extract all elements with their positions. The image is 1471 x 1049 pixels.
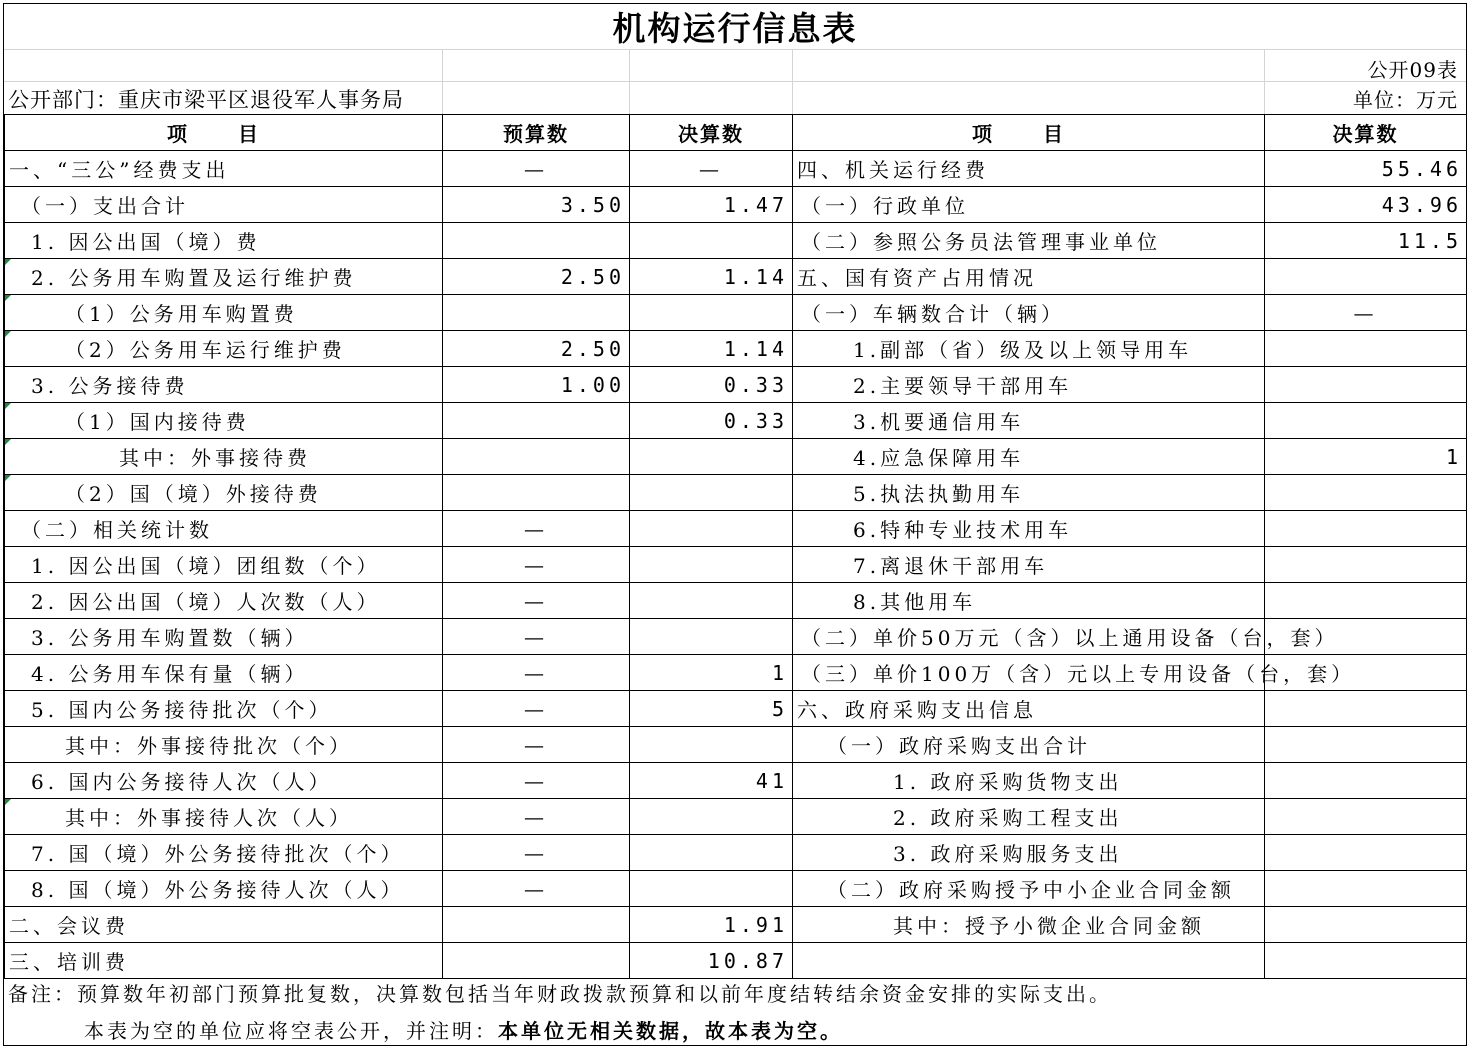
budget-value xyxy=(443,403,630,439)
final-value xyxy=(630,475,793,511)
right-final-value xyxy=(1265,619,1467,655)
budget-value: 2.50 xyxy=(443,331,630,367)
right-final-value xyxy=(1265,871,1467,907)
budget-value: 2.50 xyxy=(443,259,630,295)
budget-value: — xyxy=(443,583,630,619)
final-value xyxy=(630,871,793,907)
right-item-label: （一）政府采购支出合计 xyxy=(793,727,1265,763)
budget-value: — xyxy=(443,763,630,799)
table-row xyxy=(5,295,1467,331)
final-value xyxy=(630,727,793,763)
table-row xyxy=(5,763,1467,799)
budget-value: 1.00 xyxy=(443,367,630,403)
right-item-label: 1. 政府采购货物支出 xyxy=(793,763,1265,799)
right-item-label: （三）单价100万（含）元以上专用设备（台，套） xyxy=(793,655,1265,691)
final-value: 1.14 xyxy=(630,259,793,295)
right-item-label: 四、机关运行经费 xyxy=(793,151,1265,187)
right-item-label: 5.执法执勤用车 xyxy=(793,475,1265,511)
right-final-value xyxy=(1265,475,1467,511)
form-number: 公开09表 xyxy=(1367,58,1458,82)
final-value: 1.91 xyxy=(630,907,793,943)
final-value: 0.33 xyxy=(630,367,793,403)
budget-value xyxy=(443,475,630,511)
table-row xyxy=(5,475,1467,511)
budget-value: — xyxy=(443,619,630,655)
budget-value xyxy=(443,907,630,943)
row-label: 1. 因公出国（境）团组数（个） xyxy=(5,547,443,583)
row-label: （2）国（境）外接待费 xyxy=(5,475,443,511)
budget-value: — xyxy=(443,655,630,691)
budget-value xyxy=(443,295,630,331)
right-final-value xyxy=(1265,907,1467,943)
table-row xyxy=(5,907,1467,943)
right-final-value: — xyxy=(1265,295,1467,331)
table-row xyxy=(5,943,1467,979)
right-item-label: 4.应急保障用车 xyxy=(793,439,1265,475)
right-final-value xyxy=(1265,511,1467,547)
row-label: （二）相关统计数 xyxy=(5,511,443,547)
table-row xyxy=(5,223,1467,259)
right-item-label: 六、政府采购支出信息 xyxy=(793,691,1265,727)
budget-value: — xyxy=(443,799,630,835)
row-label: 一、“三公”经费支出 xyxy=(5,151,443,187)
department-label: 公开部门：重庆市梁平区退役军人事务局 xyxy=(8,88,404,112)
table-row xyxy=(5,187,1467,223)
right-final-value xyxy=(1265,691,1467,727)
row-label: 其中：外事接待费 xyxy=(5,439,443,475)
header-budget: 预算数 xyxy=(443,115,630,151)
row-label: 5. 国内公务接待批次（个） xyxy=(5,691,443,727)
right-item-label: 其中：授予小微企业合同金额 xyxy=(793,907,1265,943)
table-row xyxy=(5,331,1467,367)
table-row xyxy=(5,259,1467,295)
final-value: 5 xyxy=(630,691,793,727)
row-label: 7. 国（境）外公务接待批次（个） xyxy=(5,835,443,871)
table-row xyxy=(5,583,1467,619)
table-row xyxy=(5,151,1467,187)
right-final-value: 11.5 xyxy=(1265,223,1467,259)
table-body xyxy=(5,151,1467,979)
right-item-label: 7.离退休干部用车 xyxy=(793,547,1265,583)
right-final-value xyxy=(1265,655,1467,691)
budget-value xyxy=(443,223,630,259)
right-final-value xyxy=(1265,403,1467,439)
right-final-value xyxy=(1265,943,1467,979)
final-value xyxy=(630,547,793,583)
row-label: 其中：外事接待批次（个） xyxy=(5,727,443,763)
right-item-label: 3. 政府采购服务支出 xyxy=(793,835,1265,871)
grid-line xyxy=(792,49,793,114)
right-item-label: （二）单价50万元（含）以上通用设备（台，套） xyxy=(793,619,1265,655)
budget-value xyxy=(443,439,630,475)
footnote-remark: 备注：预算数年初部门预算批复数，决算数包括当年财政拨款预算和以前年度结转结余资金安排的实际支出。 xyxy=(8,982,1112,1006)
final-value: 1 xyxy=(630,655,793,691)
footnote-instruction-text: 本表为空的单位应将空表公开，并注明： xyxy=(84,1019,498,1043)
final-value xyxy=(630,835,793,871)
right-final-value xyxy=(1265,763,1467,799)
right-item-label: 五、国有资产占用情况 xyxy=(793,259,1265,295)
right-item-label: 2. 政府采购工程支出 xyxy=(793,799,1265,835)
table-row xyxy=(5,799,1467,835)
budget-value: 3.50 xyxy=(443,187,630,223)
right-final-value xyxy=(1265,367,1467,403)
row-label: 4. 公务用车保有量（辆） xyxy=(5,655,443,691)
final-value xyxy=(630,511,793,547)
right-item-label xyxy=(793,943,1265,979)
row-label: 三、培训费 xyxy=(5,943,443,979)
right-item-label: （一）车辆数合计（辆） xyxy=(793,295,1265,331)
row-label: （一）支出合计 xyxy=(5,187,443,223)
row-label: 其中：外事接待人次（人） xyxy=(5,799,443,835)
header-item-right: 项 目 xyxy=(793,115,1265,151)
final-value xyxy=(630,223,793,259)
table-row xyxy=(5,871,1467,907)
budget-value: — xyxy=(443,727,630,763)
table-row xyxy=(5,655,1467,691)
table-row xyxy=(5,727,1467,763)
final-value: 1.47 xyxy=(630,187,793,223)
right-final-value: 55.46 xyxy=(1265,151,1467,187)
row-label: 1. 因公出国（境）费 xyxy=(5,223,443,259)
grid-line xyxy=(4,81,1466,82)
grid-line xyxy=(442,49,443,114)
final-value xyxy=(630,295,793,331)
right-item-label: 8.其他用车 xyxy=(793,583,1265,619)
info-table xyxy=(4,114,1467,979)
table-row xyxy=(5,619,1467,655)
budget-value xyxy=(443,943,630,979)
final-value xyxy=(630,619,793,655)
table-row xyxy=(5,367,1467,403)
final-value xyxy=(630,583,793,619)
budget-value: — xyxy=(443,691,630,727)
budget-value: — xyxy=(443,835,630,871)
final-value: 41 xyxy=(630,763,793,799)
final-value: 10.87 xyxy=(630,943,793,979)
right-item-label: 3.机要通信用车 xyxy=(793,403,1265,439)
right-final-value xyxy=(1265,259,1467,295)
right-final-value xyxy=(1265,547,1467,583)
right-item-label: 2.主要领导干部用车 xyxy=(793,367,1265,403)
footnote-instruction-bold: 本单位无相关数据，故本表为空。 xyxy=(498,1019,843,1043)
table-row xyxy=(5,439,1467,475)
final-value: 0.33 xyxy=(630,403,793,439)
row-label: 2. 因公出国（境）人次数（人） xyxy=(5,583,443,619)
page-title: 机构运行信息表 xyxy=(612,9,858,48)
right-final-value: 43.96 xyxy=(1265,187,1467,223)
header-item: 项 目 xyxy=(5,115,443,151)
right-final-value xyxy=(1265,835,1467,871)
table-row xyxy=(5,511,1467,547)
header-final-right: 决算数 xyxy=(1265,115,1467,151)
row-label: 3. 公务用车购置数（辆） xyxy=(5,619,443,655)
budget-value: — xyxy=(443,151,630,187)
table-row xyxy=(5,403,1467,439)
grid-line xyxy=(629,49,630,114)
right-item-label: 6.特种专业技术用车 xyxy=(793,511,1265,547)
report-sheet xyxy=(3,3,1467,1046)
right-final-value: 1 xyxy=(1265,439,1467,475)
budget-value: — xyxy=(443,511,630,547)
final-value xyxy=(630,439,793,475)
grid-line xyxy=(1264,49,1265,114)
right-final-value xyxy=(1265,727,1467,763)
budget-value: — xyxy=(443,871,630,907)
table-row xyxy=(5,835,1467,871)
right-item-label: （二）参照公务员法管理事业单位 xyxy=(793,223,1265,259)
right-final-value xyxy=(1265,331,1467,367)
unit-label: 单位：万元 xyxy=(1353,88,1458,112)
right-item-label: 1.副部（省）级及以上领导用车 xyxy=(793,331,1265,367)
final-value xyxy=(630,799,793,835)
table-header-row xyxy=(5,115,1467,151)
row-label: 2. 公务用车购置及运行维护费 xyxy=(5,259,443,295)
row-label: 3. 公务接待费 xyxy=(5,367,443,403)
row-label: （2）公务用车运行维护费 xyxy=(5,331,443,367)
right-final-value xyxy=(1265,583,1467,619)
footnote-instruction xyxy=(84,1015,843,1044)
table-row xyxy=(5,691,1467,727)
right-item-label: （二）政府采购授予中小企业合同金额 xyxy=(793,871,1265,907)
grid-line xyxy=(4,49,1466,50)
header-final: 决算数 xyxy=(630,115,793,151)
table-row xyxy=(5,547,1467,583)
final-value: 1.14 xyxy=(630,331,793,367)
row-label: 8. 国（境）外公务接待人次（人） xyxy=(5,871,443,907)
row-label: 二、会议费 xyxy=(5,907,443,943)
budget-value: — xyxy=(443,547,630,583)
right-final-value xyxy=(1265,799,1467,835)
row-label: 6. 国内公务接待人次（人） xyxy=(5,763,443,799)
row-label: （1）国内接待费 xyxy=(5,403,443,439)
row-label: （1）公务用车购置费 xyxy=(5,295,443,331)
right-item-label: （一）行政单位 xyxy=(793,187,1265,223)
final-value: — xyxy=(630,151,793,187)
